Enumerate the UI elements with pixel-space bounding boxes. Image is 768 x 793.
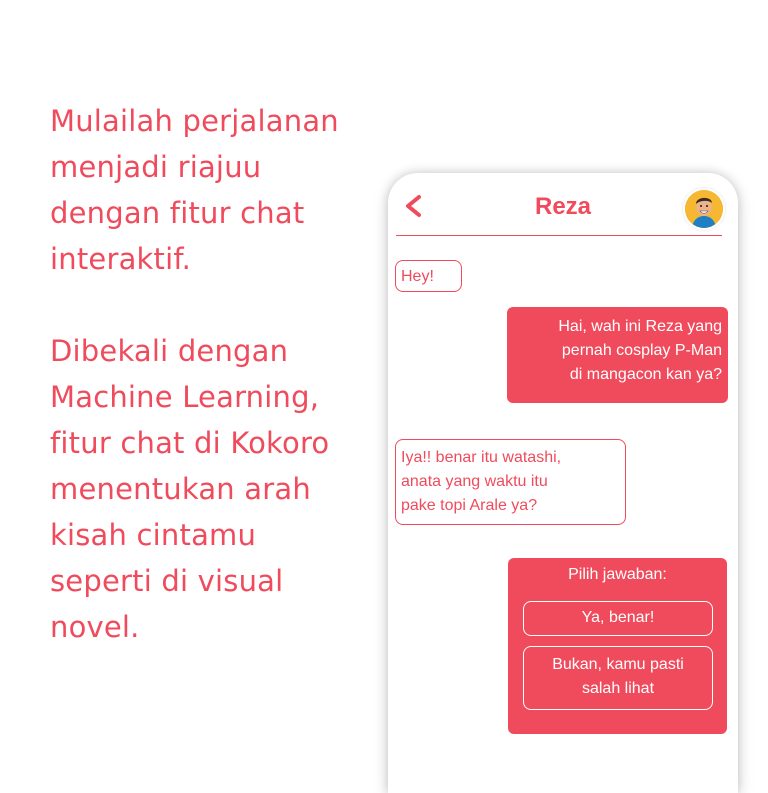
promo-line: menjadi riajuu [50, 150, 262, 184]
reply-option-button[interactable] [523, 601, 713, 636]
promo-paragraph-1 [50, 98, 380, 282]
message-text: Hai, wah ini Reza yang [558, 318, 722, 335]
reply-option-label: Bukan, kamu pasti [552, 656, 684, 673]
promo-line: Machine Learning, [50, 380, 320, 414]
message-incoming [395, 439, 626, 525]
reply-option-label: Ya, benar! [581, 609, 655, 626]
avatar[interactable] [685, 190, 723, 228]
promo-paragraph-2 [50, 328, 380, 650]
header-divider [396, 235, 722, 236]
reply-option-button[interactable] [523, 646, 713, 710]
promo-text [50, 98, 380, 650]
promo-line: menentukan arah [50, 472, 311, 506]
avatar-face-icon [685, 190, 723, 228]
message-text: di mangacon kan ya? [569, 366, 722, 383]
phone-chat-screen [388, 173, 738, 793]
promo-line: dengan fitur chat [50, 196, 305, 230]
promo-line: fitur chat di Kokoro [50, 426, 330, 460]
message-incoming [395, 260, 462, 292]
message-outgoing [507, 307, 728, 403]
message-text: pernah cosplay P-Man [561, 342, 722, 359]
message-text: pake topi Arale ya? [401, 497, 538, 514]
promo-line: novel. [50, 610, 140, 644]
contact-name: Reza [534, 193, 592, 220]
reply-choice-panel [508, 558, 727, 734]
message-text: Iya!! benar itu watashi, [401, 449, 562, 466]
promo-line: interaktif. [50, 242, 192, 276]
promo-line: Mulailah perjalanan [50, 104, 339, 138]
reply-option-label: salah lihat [581, 680, 655, 697]
promo-line: seperti di visual [50, 564, 284, 598]
reply-prompt: Pilih jawaban: [568, 566, 667, 583]
promo-line: kisah cintamu [50, 518, 257, 552]
message-text: anata yang waktu itu [401, 473, 548, 490]
chat-header [388, 173, 738, 237]
promo-line: Dibekali dengan [50, 334, 289, 368]
message-text: Hey! [401, 268, 434, 285]
